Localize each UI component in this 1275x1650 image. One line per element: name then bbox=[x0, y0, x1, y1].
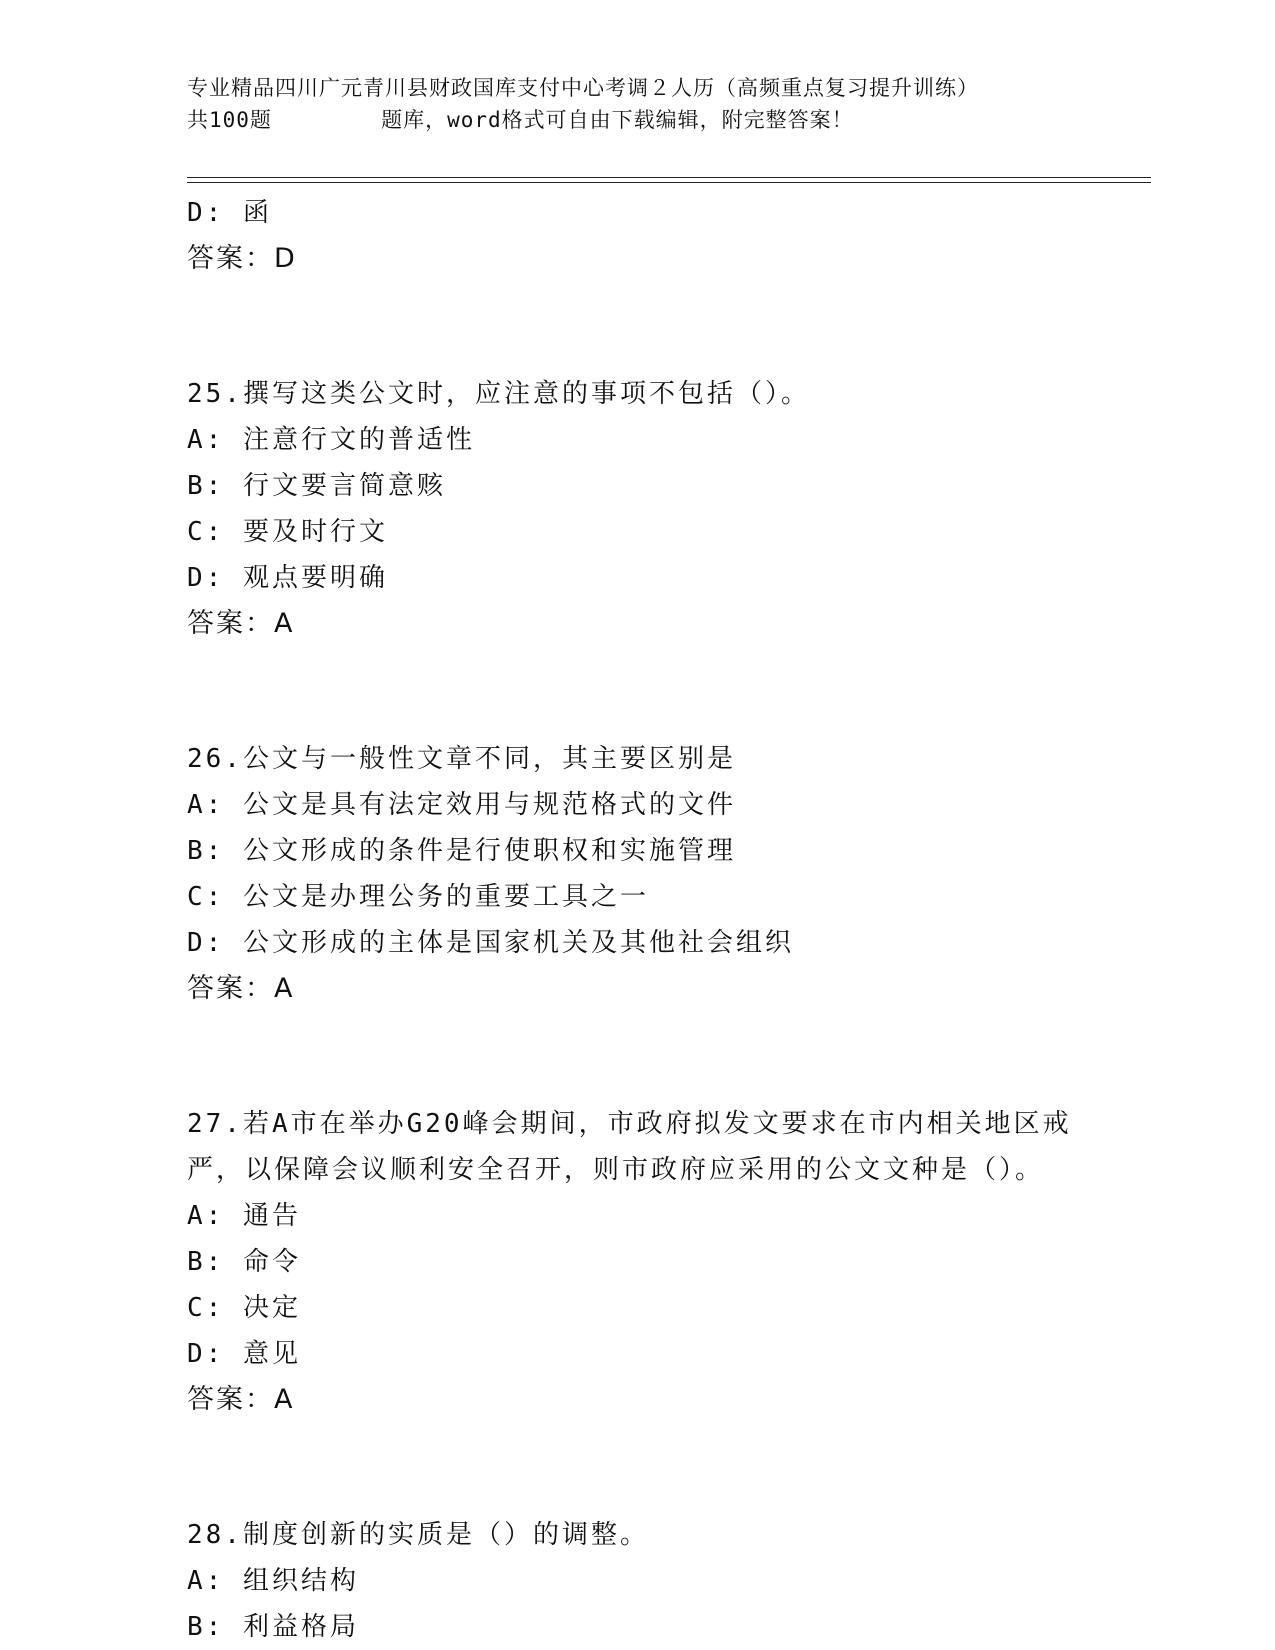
option-b: B: 行文要言简意赅 bbox=[187, 471, 446, 501]
answer-line: 答案：D bbox=[187, 243, 297, 274]
answer-line: 答案：A bbox=[187, 973, 295, 1004]
option-b: B: 命令 bbox=[187, 1247, 301, 1277]
option-a: A: 组织结构 bbox=[187, 1566, 359, 1596]
question-stem: 25.撰写这类公文时，应注意的事项不包括（）。 bbox=[187, 379, 810, 409]
option-c: C: 公文是办理公务的重要工具之一 bbox=[187, 882, 649, 912]
option-b: B: 公文形成的条件是行使职权和实施管理 bbox=[187, 836, 736, 866]
option-d: D: 函 bbox=[187, 198, 272, 228]
question-block-28 bbox=[187, 1512, 1151, 1650]
option-a: A: 公文是具有法定效用与规范格式的文件 bbox=[187, 790, 736, 820]
option-d: D: 意见 bbox=[187, 1339, 301, 1369]
answer-line: 答案：A bbox=[187, 1384, 295, 1415]
question-block-25 bbox=[187, 371, 1151, 647]
header-subtitle-line: 共100题 题库，word格式可自由下载编辑，附完整答案！ bbox=[187, 108, 854, 132]
question-block-27 bbox=[187, 1101, 1151, 1423]
option-d: D: 公文形成的主体是国家机关及其他社会组织 bbox=[187, 928, 794, 958]
option-d: D: 观点要明确 bbox=[187, 563, 388, 593]
header-divider-top bbox=[187, 177, 1151, 178]
option-a: A: 通告 bbox=[187, 1201, 301, 1231]
question-stem: 26.公文与一般性文章不同，其主要区别是 bbox=[187, 744, 736, 774]
header-title-line: 专业精品四川广元青川县财政国库支付中心考调２人历（高频重点复习提升训练） bbox=[187, 76, 979, 100]
option-c: C: 要及时行文 bbox=[187, 517, 388, 547]
document-body bbox=[187, 190, 1151, 1650]
option-b: B: 利益格局 bbox=[187, 1612, 359, 1642]
option-c: C: 决定 bbox=[187, 1293, 301, 1323]
question-stem-line-2: 严，以保障会议顺利安全召开，则市政府应采用的公文文种是（）。 bbox=[187, 1155, 1045, 1185]
header-divider-bottom bbox=[187, 182, 1151, 183]
question-stem: 28.制度创新的实质是（）的调整。 bbox=[187, 1520, 649, 1550]
answer-line: 答案：A bbox=[187, 608, 295, 639]
question-block-26 bbox=[187, 736, 1151, 1012]
question-stem-line-1: 27.若A市在举办G20峰会期间，市政府拟发文要求在市内相关地区戒 bbox=[187, 1109, 1072, 1139]
option-a: A: 注意行文的普适性 bbox=[187, 425, 475, 455]
question-block-prev bbox=[187, 190, 1151, 282]
document-header bbox=[187, 72, 1087, 136]
